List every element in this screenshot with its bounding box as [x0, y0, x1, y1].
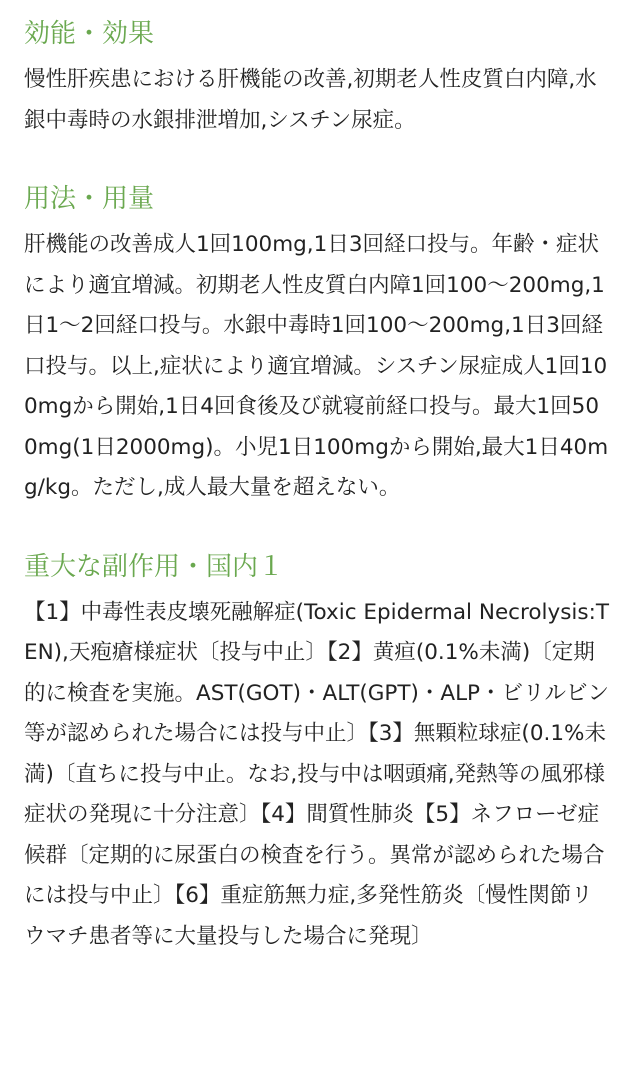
indications-text: 慢性肝疾患における肝機能の改善,初期老人性皮質白内障,水銀中毒時の水銀排泄増加,シスチン尿症。: [24, 67, 597, 133]
dosage-text: 肝機能の改善成人1回100mg,1日3回経口投与。年齢・症状により適宜増減。初期老人性皮質白内障1回100〜200mg,1日1〜2回経口投与。水銀中毒時1回100〜200mg,1日3回経口投与。以上,症状により適宜増減。シスチン尿症成人1回100mgから開始,1日4回食後及び就寝前経口投与。最大1回500mg(1日2000mg)。小児1日100mgから開始,最大1日40mg/kg。ただし,成人最大量を超えない。: [24, 232, 609, 500]
dosage-section: [24, 179, 611, 509]
adverse-effects-heading: 重大な副作用・国内１: [24, 551, 285, 582]
adverse-effects-section: [24, 547, 611, 958]
indications-heading: 効能・効果: [24, 19, 155, 49]
adverse-effects-text: 【1】中毒性表皮壊死融解症(Toxic Epidermal Necrolysis:TEN),天疱瘡様症状〔投与中止〕【2】黄疸(0.1%未満)〔定期的に検査を実施。AST(GOT)・ALT(GPT)・ALP・ビリルビン等が認められた場合には投与中止〕【3】無顆粒球症(0.1%未満)〔直ちに投与中止。なお,投与中は咽頭痛,発熱等の風邪様症状の発現に十分注意〕【4】間質性肺炎【5】ネフローゼ症候群〔定期的に尿蛋白の検査を行う。異常が認められた場合には投与中止〕【6】重症筋無力症,多発性筋炎〔慢性関節リウマチ患者等に大量投与した場合に発現〕: [24, 599, 610, 949]
dosage-heading: 用法・用量: [24, 184, 155, 214]
indications-section: [24, 14, 611, 141]
